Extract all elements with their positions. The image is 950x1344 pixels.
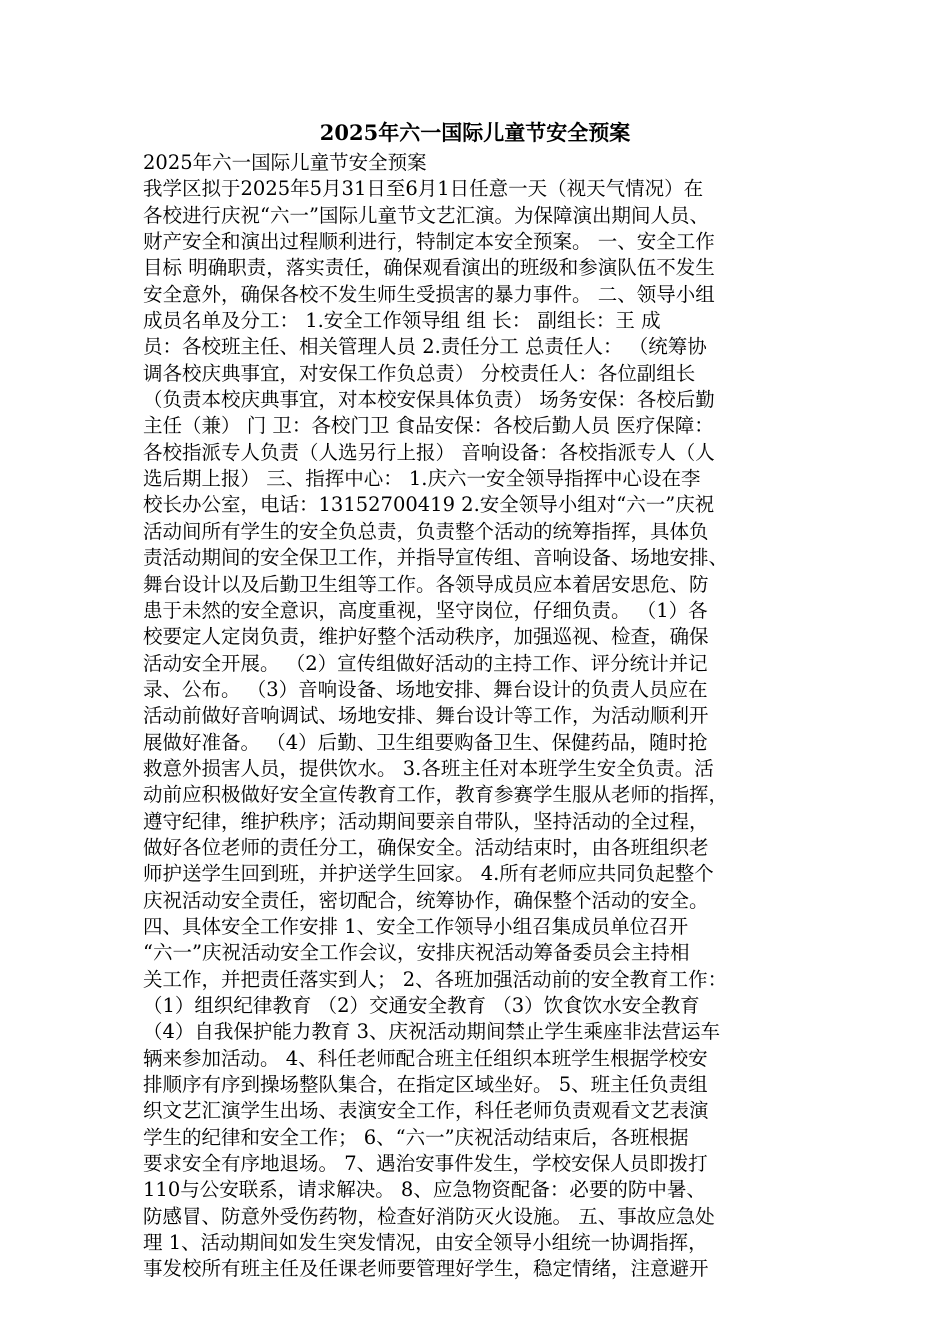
body-line: 四、具体安全工作安排 1、安全工作领导小组召集成员单位召开 — [143, 914, 689, 938]
body-line: 主任（兼） 门 卫：各校门卫 食品安保：各校后勤人员 医疗保障： — [143, 414, 714, 438]
document-body — [143, 150, 823, 1283]
body-line: 活动间所有学生的安全负总责，负责整个活动的统筹指挥，具体负 — [143, 519, 709, 543]
body-line: 各校进行庆祝“六一”国际儿童节文艺汇演。为保障演出期间人员、 — [143, 203, 709, 227]
body-line: 动前应积极做好安全宣传教育工作，教育参赛学生服从老师的指挥， — [143, 783, 729, 807]
body-line: 患于未然的安全意识，高度重视，坚守岗位，仔细负责。 （1）各 — [143, 598, 708, 622]
body-line: 活动前做好音响调试、场地安排、舞台设计等工作，为活动顺利开 — [143, 704, 709, 728]
body-line: （负责本校庆典事宜，对本校安保具体负责） 场务安保：各校后勤 — [143, 388, 715, 412]
body-line: 校要定人定岗负责，维护好整个活动秩序，加强巡视、检查，确保 — [143, 625, 709, 649]
body-line: 目标 明确职责，落实责任，确保观看演出的班级和参演队伍不发生 — [143, 256, 715, 280]
body-line: 防感冒、防意外受伤药物，检查好消防灭火设施。 五、事故应急处 — [143, 1204, 715, 1228]
body-line: 事发校所有班主任及任课老师要管理好学生，稳定情绪，注意避开 — [143, 1257, 709, 1281]
body-line: 选后期上报） 三、指挥中心： 1.庆六一安全领导指挥中心设在李 — [143, 467, 701, 491]
body-line: 2025年六一国际儿童节安全预案 — [143, 151, 427, 174]
body-line: 做好各位老师的责任分工，确保安全。活动结束时，由各班组织老 — [143, 835, 709, 859]
body-line: 理 1、活动期间如发生突发情况，由安全领导小组统一协调指挥， — [143, 1231, 708, 1255]
body-line: “六一”庆祝活动安全工作会议，安排庆祝活动筹备委员会主持相 — [143, 941, 690, 965]
body-line: 安全意外，确保各校不发生师生受损害的暴力事件。 二、领导小组 — [143, 282, 715, 306]
body-line: 学生的纪律和安全工作； 6、“六一”庆祝活动结束后，各班根据 — [143, 1125, 689, 1149]
body-line: 遵守纪律，维护秩序；活动期间要亲自带队，坚持活动的全过程， — [143, 809, 709, 833]
body-line: 员：各校班主任、相关管理人员 2.责任分工 总责任人： （统筹协 — [143, 335, 707, 359]
body-line: 校长办公室，电话：13152700419 2.安全领导小组对“六一”庆祝 — [143, 493, 715, 517]
body-line: 庆祝活动安全责任，密切配合，统筹协作，确保整个活动的安全。 — [143, 888, 709, 912]
body-line: 救意外损害人员，提供饮水。 3.各班主任对本班学生安全负责。活 — [143, 756, 714, 780]
body-line: 织文艺汇演学生出场、表演安全工作，科任老师负责观看文艺表演 — [143, 1099, 709, 1123]
document-title: 2025年六一国际儿童节安全预案 — [319, 120, 631, 145]
body-line: 活动安全开展。 （2）宣传组做好活动的主持工作、评分统计并记 — [143, 651, 708, 675]
body-line: 我学区拟于2025年5月31日至6月1日任意一天（视天气情况）在 — [143, 177, 704, 201]
body-line: 要求安全有序地退场。 7、遇治安事件发生，学校安保人员即拨打 — [143, 1152, 708, 1176]
body-line: 关工作，并把责任落实到人； 2、各班加强活动前的安全教育工作： — [143, 967, 728, 991]
body-line: 调各校庆典事宜，对安保工作负总责） 分校责任人：各位副组长 — [143, 361, 696, 385]
body-line: 各校指派专人负责（人选另行上报） 音响设备：各校指派专人（人 — [143, 440, 715, 464]
body-line: 师护送学生回到班，并护送学生回家。 4.所有老师应共同负起整个 — [143, 862, 714, 886]
body-line: 辆来参加活动。 4、科任老师配合班主任组织本班学生根据学校安 — [143, 1046, 708, 1070]
body-line: 责活动期间的安全保卫工作，并指导宣传组、音响设备、场地安排、 — [143, 546, 729, 570]
body-line: 录、公布。 （3）音响设备、场地安排、舞台设计的负责人员应在 — [143, 677, 708, 701]
body-line: 110与公安联系，请求解决。 8、应急物资配备：必要的防中暑、 — [143, 1178, 706, 1202]
body-line: 舞台设计以及后勤卫生组等工作。各领导成员应本着居安思危、防 — [143, 572, 709, 596]
body-line: （1）组织纪律教育 （2）交通安全教育 （3）饮食饮水安全教育 — [143, 994, 700, 1017]
body-line: 排顺序有序到操场整队集合，在指定区域坐好。 5、班主任负责组 — [143, 1073, 708, 1097]
body-line: （4）自我保护能力教育 3、庆祝活动期间禁止学生乘座非法营运车 — [143, 1020, 721, 1044]
body-line: 展做好准备。 （4）后勤、卫生组要购备卫生、保健药品，随时抢 — [143, 730, 708, 754]
body-line: 成员名单及分工： 1.安全工作领导组 组 长： 副组长：王 成 — [143, 309, 661, 333]
body-line: 财产安全和演出过程顺利进行，特制定本安全预案。 一、安全工作 — [143, 230, 715, 254]
